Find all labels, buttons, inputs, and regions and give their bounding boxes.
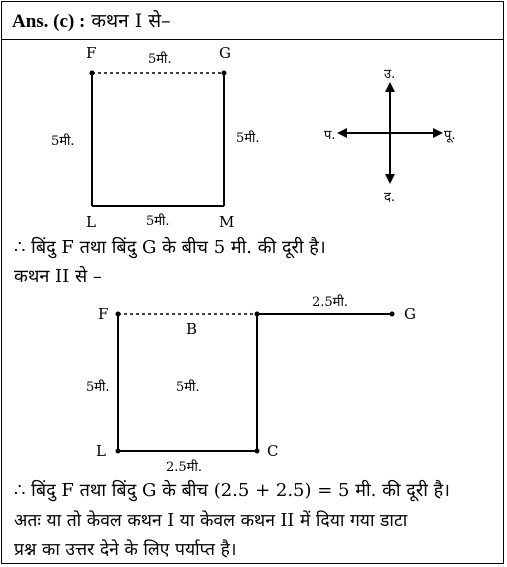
final-line-2: प्रश्न का उत्तर देने के लिए पर्याप्त है। bbox=[14, 540, 237, 560]
statement1-heading: कथन I से– bbox=[91, 10, 171, 32]
point-f2-label: F bbox=[98, 305, 109, 323]
east-arrow-icon bbox=[433, 128, 443, 138]
final-line-1: अतः या तो केवल कथन I या केवल कथन II में दिया गया डाटा bbox=[14, 511, 408, 531]
top-length-label: 5मी. bbox=[148, 52, 172, 67]
point-c-dot bbox=[255, 449, 260, 454]
point-f-label: F bbox=[86, 44, 97, 62]
compass-east-label: पू. bbox=[444, 128, 456, 143]
point-f2-dot bbox=[116, 312, 121, 317]
conclusion-1: ∴ बिंदु F तथा बिंदु G के बीच 5 मी. की दूरी है। bbox=[14, 237, 326, 258]
point-g-dot bbox=[222, 71, 227, 76]
inner-length-label: 5मी. bbox=[176, 380, 200, 395]
south-arrow-icon bbox=[385, 174, 395, 184]
compass-north-label: उ. bbox=[384, 67, 396, 82]
west-arrow-icon bbox=[337, 128, 347, 138]
answer-label: Ans. (c) : bbox=[12, 11, 86, 32]
bottom2-length-label: 2.5मी. bbox=[166, 460, 202, 475]
point-b-label: B bbox=[186, 320, 198, 338]
point-c-label: C bbox=[267, 442, 279, 460]
right-length-label: 5मी. bbox=[236, 131, 260, 146]
north-arrow-icon bbox=[385, 82, 395, 92]
point-f-dot bbox=[90, 71, 95, 76]
point-g2-dot bbox=[390, 312, 395, 317]
fg-length-label: 2.5मी. bbox=[312, 295, 348, 310]
point-g2-label: G bbox=[404, 305, 416, 323]
point-l2-label: L bbox=[96, 442, 106, 460]
point-l2-dot bbox=[116, 449, 121, 454]
conclusion-2: ∴ बिंदु F तथा बिंदु G के बीच (2.5 + 2.5) = 5 मी. की दूरी है। bbox=[14, 480, 450, 501]
compass-south-label: द. bbox=[384, 190, 396, 205]
point-l-label: L bbox=[86, 213, 96, 231]
point-b-dot bbox=[255, 312, 260, 317]
bottom-length-label: 5मी. bbox=[146, 214, 170, 229]
compass-west-label: प. bbox=[324, 128, 336, 143]
left2-length-label: 5मी. bbox=[86, 380, 110, 395]
point-g-label: G bbox=[219, 44, 231, 62]
left-length-label: 5मी. bbox=[51, 134, 75, 149]
statement2-heading: कथन II से – bbox=[14, 266, 102, 287]
point-m-label: M bbox=[219, 213, 235, 231]
